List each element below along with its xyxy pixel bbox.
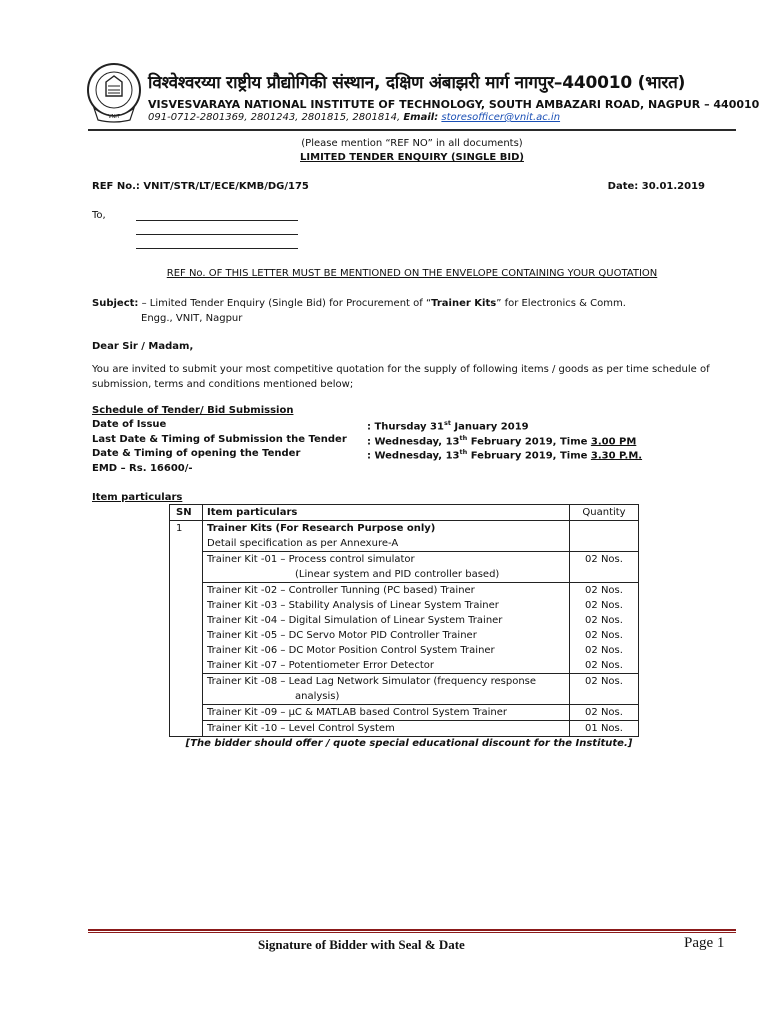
email-link[interactable]: storesofficer@vnit.ac.in xyxy=(441,112,561,123)
item-name: Trainer Kit -03 – Stability Analysis of Linear System Trainer xyxy=(207,600,499,611)
subject-label: Subject: xyxy=(92,298,139,309)
address-line-2 xyxy=(136,234,298,235)
item-particulars-cell xyxy=(203,643,570,658)
item-particulars-cell xyxy=(203,552,570,583)
item-quantity: 02 Nos. xyxy=(570,628,639,643)
items-heading: Item particulars xyxy=(92,492,183,503)
table-row xyxy=(170,598,639,613)
schedule-label: Date of Issue xyxy=(92,419,167,430)
table-row xyxy=(170,583,639,599)
items-table-header xyxy=(170,505,639,521)
phone-numbers: 091-0712-2801369, 2801243, 2801815, 2801814, xyxy=(148,112,401,123)
schedule-value-date: : Thursday 31 xyxy=(367,421,444,433)
document-title: LIMITED TENDER ENQUIRY (SINGLE BID) xyxy=(300,152,524,163)
item-quantity: 02 Nos. xyxy=(570,705,639,721)
schedule-value xyxy=(367,434,636,447)
signature-caption: Signature of Bidder with Seal & Date xyxy=(258,937,465,952)
subject-text: – Limited Tender Enquiry (Single Bid) for Procurement of “ xyxy=(138,298,432,309)
item-quantity: 02 Nos. xyxy=(570,552,639,583)
schedule-value-rest: February 2019, Time xyxy=(467,450,591,462)
sn-cell xyxy=(170,552,203,583)
item-particulars-cell xyxy=(203,658,570,674)
to-label: To, xyxy=(92,210,106,221)
sn-cell: 1 xyxy=(170,521,203,552)
document-date: Date: 30.01.2019 xyxy=(607,181,705,192)
svg-text:VNIT: VNIT xyxy=(108,114,120,120)
subject-block xyxy=(92,296,712,326)
item-quantity: 02 Nos. xyxy=(570,674,639,705)
schedule-value-suffix: st xyxy=(443,419,451,427)
schedule-value-rest: January 2019 xyxy=(450,421,529,433)
sn-cell xyxy=(170,705,203,721)
reference-number: REF No.: VNIT/STR/LT/ECE/KMB/DG/175 xyxy=(92,181,309,192)
item-name-continued: (Linear system and PID controller based) xyxy=(295,569,500,580)
schedule-value-suffix: th xyxy=(459,448,468,456)
address-line-3 xyxy=(136,248,298,249)
item-particulars-cell xyxy=(203,598,570,613)
schedule-value xyxy=(367,448,642,461)
item-particulars-cell xyxy=(203,705,570,721)
item-name: Trainer Kit -01 – Process control simulator xyxy=(207,554,415,565)
item-name: Trainer Kit -02 – Controller Tunning (PC based) Trainer xyxy=(207,585,475,596)
sn-cell xyxy=(170,658,203,674)
item-name: Trainer Kit -08 – Lead Lag Network Simulator (frequency response xyxy=(207,676,537,687)
item-name: Trainer Kit -04 – Digital Simulation of Linear System Trainer xyxy=(207,615,503,626)
institute-seal-icon xyxy=(86,62,142,124)
item-particulars-cell xyxy=(203,613,570,628)
table-row xyxy=(170,628,639,643)
schedule-value-time: 3.30 P.M. xyxy=(590,450,643,462)
group-cell xyxy=(203,521,570,552)
sn-cell xyxy=(170,598,203,613)
subject-text-end: ” for Electronics & Comm. xyxy=(496,298,626,309)
item-particulars-cell xyxy=(203,721,570,737)
table-row xyxy=(170,552,639,583)
item-particulars-cell xyxy=(203,628,570,643)
item-name: Trainer Kit -05 – DC Servo Motor PID Controller Trainer xyxy=(207,630,477,641)
item-name: Trainer Kit -09 – μC & MATLAB based Control System Trainer xyxy=(207,707,507,718)
body-paragraph: You are invited to submit your most competitive quotation for the supply of following items / goods as per time schedule of submission, terms and conditions mentioned below; xyxy=(92,364,710,390)
table-row xyxy=(170,613,639,628)
sn-cell xyxy=(170,583,203,599)
sn-cell xyxy=(170,613,203,628)
schedule-value-suffix: th xyxy=(459,434,468,442)
schedule-value-date: : Wednesday, 13 xyxy=(367,450,460,462)
page-number: Page 1 xyxy=(684,935,725,951)
item-particulars-cell xyxy=(203,674,570,705)
footer-divider xyxy=(88,929,736,931)
discount-note: [The bidder should offer / quote special educational discount for the Institute.] xyxy=(185,738,633,749)
email-label: Email: xyxy=(403,112,439,123)
emd-amount: EMD – Rs. 16600/- xyxy=(92,463,193,474)
contact-line xyxy=(148,112,560,123)
schedule-value-date: : Wednesday, 13 xyxy=(367,436,460,448)
salutation: Dear Sir / Madam, xyxy=(92,341,194,352)
schedule-heading: Schedule of Tender/ Bid Submission xyxy=(92,405,294,416)
item-quantity: 02 Nos. xyxy=(570,598,639,613)
schedule-value xyxy=(367,419,529,432)
envelope-note: REF No. OF THIS LETTER MUST BE MENTIONED ON THE ENVELOPE CONTAINING YOUR QUOTATION xyxy=(166,268,658,279)
table-row xyxy=(170,721,639,737)
group-title: Trainer Kits (For Research Purpose only) xyxy=(207,523,436,534)
item-name-continued: analysis) xyxy=(295,691,340,702)
item-quantity: 02 Nos. xyxy=(570,658,639,674)
institute-name-english: VISVESVARAYA NATIONAL INSTITUTE OF TECHNOLOGY, SOUTH AMBAZARI ROAD, NAGPUR – 440010 xyxy=(148,98,760,111)
subject-item: Trainer Kits xyxy=(431,298,497,309)
institute-name-hindi: विश्वेश्वरय्या राष्ट्रीय प्रौद्योगिकी संस्थान, दक्षिण अंबाझरी मार्ग नागपुर–440010 (भारत) xyxy=(148,73,686,93)
item-quantity: 02 Nos. xyxy=(570,613,639,628)
item-quantity: 02 Nos. xyxy=(570,583,639,599)
address-line-1 xyxy=(136,220,298,221)
group-note: Detail specification as per Annexure-A xyxy=(207,538,399,549)
item-quantity: 01 Nos. xyxy=(570,721,639,737)
schedule-value-rest: February 2019, Time xyxy=(467,436,591,448)
item-name: Trainer Kit -07 – Potentiometer Error Detector xyxy=(207,660,434,671)
subject-line-2: Engg., VNIT, Nagpur xyxy=(141,313,243,324)
ref-mention-note: (Please mention “REF NO” in all documents) xyxy=(301,138,523,149)
sn-cell xyxy=(170,628,203,643)
table-row-group xyxy=(170,521,639,552)
item-particulars-cell xyxy=(203,583,570,599)
item-name: Trainer Kit -10 – Level Control System xyxy=(207,723,395,734)
sn-cell xyxy=(170,721,203,737)
col-quantity-header: Quantity xyxy=(570,505,639,521)
col-sn-header: SN xyxy=(170,505,203,521)
schedule-label: Date & Timing of opening the Tender xyxy=(92,448,301,459)
table-row xyxy=(170,658,639,674)
item-quantity: 02 Nos. xyxy=(570,643,639,658)
table-row xyxy=(170,705,639,721)
footer-divider-thin xyxy=(88,932,736,933)
table-row xyxy=(170,643,639,658)
group-qty-cell xyxy=(570,521,639,552)
schedule-label: Last Date & Timing of Submission the Tender xyxy=(92,434,347,445)
item-name: Trainer Kit -06 – DC Motor Position Control System Trainer xyxy=(207,645,495,656)
table-row xyxy=(170,674,639,705)
col-particulars-header: Item particulars xyxy=(203,505,570,521)
institute-logo xyxy=(86,62,142,124)
sn-cell xyxy=(170,643,203,658)
sn-cell xyxy=(170,674,203,705)
schedule-value-time: 3.00 PM xyxy=(590,436,637,448)
items-table xyxy=(169,504,639,737)
header-divider xyxy=(88,129,736,131)
